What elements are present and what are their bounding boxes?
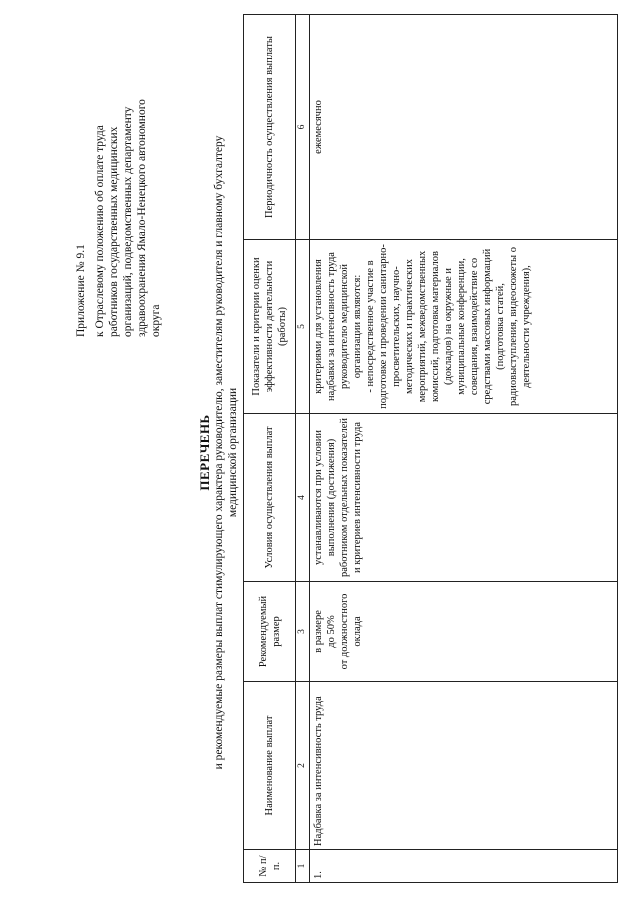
column-number-row [296, 15, 310, 883]
column-number: 2 [296, 682, 310, 850]
appendix-number: Приложение № 9.1 [75, 244, 87, 337]
size-line: от должностного [339, 593, 350, 670]
criteria-body: - непосредственное участие в подготовке и проведении санитарно-просветительских, научно-методических и практических мероприятий, межведомственных комиссий, подготовка материалов (докладов) на окружные и муниципальные конференции, совещания, взаимодействие со средствами массовых информаций (подготовка статей, радиовыступления, видеосюжеты о деятельности учреждения), [365, 244, 532, 409]
column-number: 1 [296, 850, 310, 883]
size-line: в размере [313, 610, 324, 653]
size-line: до 50% [326, 615, 337, 648]
appendix-note [74, 37, 163, 337]
document-title: ПЕРЕЧЕНЬ [197, 414, 212, 491]
appendix-line: к Отраслевому положению об оплате труда [94, 125, 106, 337]
appendix-line: здравоохранения Ямало-Ненецкого автономного [136, 99, 148, 337]
column-number: 4 [296, 414, 310, 582]
column-header-conditions: Условия осуществления выплат [244, 414, 296, 582]
payment-conditions: устанавливаются при условии выполнения (достижения) работником отдельных показателей и критериев интенсивности труда [310, 414, 618, 582]
payment-name: Надбавка за интенсивность труда [310, 682, 618, 850]
appendix-line: организаций, подведомственных департаменту [122, 106, 134, 337]
document-subtitle: и рекомендуемые размеры выплат стимулирующего характера руководителю, заместителям руководителя и главному бухгалтеру [213, 135, 225, 770]
column-header-periodicity: Периодичность осуществления выплаты [244, 15, 296, 240]
column-header-criteria: Показатели и критерии оценки эффективности деятельности (работы) [244, 240, 296, 414]
column-number: 6 [296, 15, 310, 240]
column-header-name: Наименование выплат [244, 682, 296, 850]
recommended-size [310, 582, 618, 682]
payment-periodicity: ежемесячно [310, 15, 618, 240]
document-subtitle: медицинской организации [227, 387, 239, 518]
column-header-size: Рекомендуемый размер [244, 582, 296, 682]
column-number: 3 [296, 582, 310, 682]
appendix-line: работников государственных медицинских [108, 126, 120, 337]
payments-table [243, 14, 618, 883]
column-number: 5 [296, 240, 310, 414]
size-line: оклада [352, 616, 363, 647]
row-number: 1. [310, 850, 618, 883]
appendix-line: округа [150, 304, 162, 337]
column-header-number: № п/п. [244, 850, 296, 883]
criteria-intro: критериями для установления надбавки за интенсивность труда руководителю медицинской организации являются: [313, 252, 363, 401]
table-header-row [244, 15, 296, 883]
table-row [310, 15, 618, 883]
criteria-cell [310, 240, 618, 414]
